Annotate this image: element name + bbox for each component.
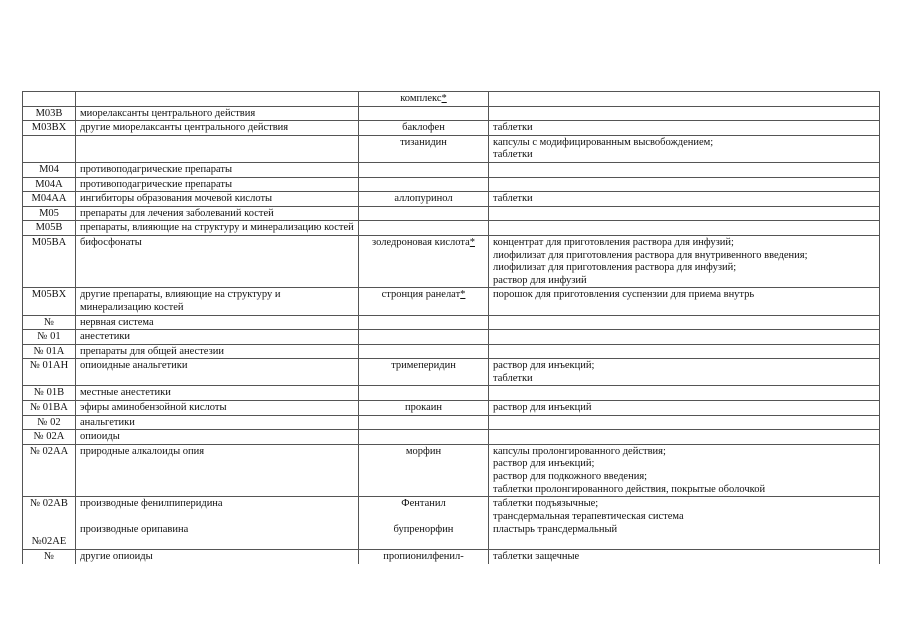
table-row xyxy=(23,121,880,136)
table-row xyxy=(23,235,880,287)
group-name-cell xyxy=(76,135,359,162)
dosage-form-cell xyxy=(489,221,880,236)
drug-name-cell: баклофен xyxy=(359,121,489,136)
dosage-form-cell xyxy=(489,415,880,430)
dosage-form-cell xyxy=(489,386,880,401)
group-name-cell: местные анестетики xyxy=(76,386,359,401)
dosage-form-cell: порошок для приготовления суспензии для приема внутрь xyxy=(489,288,880,315)
drug-name-cell: тримеперидин xyxy=(359,359,489,386)
dosage-form-cell xyxy=(489,344,880,359)
group-name-cell: ингибиторы образования мочевой кислоты xyxy=(76,192,359,207)
table-row xyxy=(23,288,880,315)
atc-code-cell: № 01A xyxy=(23,344,76,359)
drug-name-cell: аллопуринол xyxy=(359,192,489,207)
drug-name-cell: стронция ранелат* xyxy=(359,288,489,315)
dosage-form-cell xyxy=(489,330,880,345)
atc-code-cell: M03B xyxy=(23,106,76,121)
atc-code-cell: M05BX xyxy=(23,288,76,315)
table-row xyxy=(23,177,880,192)
drug-name-cell xyxy=(359,221,489,236)
drug-name-cell xyxy=(359,315,489,330)
dosage-form-cell xyxy=(489,162,880,177)
drug-name-cell xyxy=(359,415,489,430)
atc-code-cell xyxy=(23,135,76,162)
drug-name-cell xyxy=(359,430,489,445)
atc-code-cell: № xyxy=(23,550,76,564)
drug-name-cell xyxy=(359,330,489,345)
dosage-form-cell: таблетки защечные xyxy=(489,550,880,564)
footnote-asterisk[interactable]: * xyxy=(441,93,447,104)
table-row xyxy=(23,550,880,564)
drug-name-cell xyxy=(359,344,489,359)
atc-code-cell: № xyxy=(23,315,76,330)
drug-name-cell: бупренорфин xyxy=(359,523,489,549)
footnote-asterisk[interactable]: * xyxy=(460,289,466,301)
atc-code-cell xyxy=(23,92,76,107)
drug-name-cell: золедроновая кислота* xyxy=(359,235,489,287)
group-name-cell: препараты для лечения заболеваний костей xyxy=(76,206,359,221)
table-row xyxy=(23,497,880,524)
drug-name-cell xyxy=(359,386,489,401)
dosage-form-cell: раствор для инъекций xyxy=(489,401,880,416)
dosage-form-cell: таблетки подъязычные; трансдермальная терапевтическая система xyxy=(489,497,880,524)
group-name-cell: другие препараты, влияющие на структуру и минерализацию костей xyxy=(76,288,359,315)
atc-code-cell: № 01B xyxy=(23,386,76,401)
dosage-form-cell xyxy=(489,106,880,121)
table-row xyxy=(23,192,880,207)
atc-code-cell: M03BX xyxy=(23,121,76,136)
dosage-form-cell xyxy=(489,177,880,192)
dosage-form-cell: капсулы пролонгированного действия; раствор для инъекций; раствор для подкожного введения; таблетки пролонгированного действия, покрытые оболочкой xyxy=(489,444,880,496)
atc-code-cell: M05 xyxy=(23,206,76,221)
group-name-cell: опиоиды xyxy=(76,430,359,445)
group-name-cell: противоподагрические препараты xyxy=(76,162,359,177)
atc-code-cell: № 02AB xyxy=(23,497,76,524)
drug-name-cell: комплекс* xyxy=(359,92,489,107)
group-name-cell xyxy=(76,92,359,107)
drug-table xyxy=(22,91,880,564)
drug-name-cell xyxy=(359,162,489,177)
atc-code-cell: M04 xyxy=(23,162,76,177)
dosage-form-cell: пластырь трансдермальный xyxy=(489,523,880,549)
atc-code-cell: № 01 xyxy=(23,330,76,345)
dosage-form-cell: концентрат для приготовления раствора для инфузий; лиофилизат для приготовления раствора для внутривенного введения; лиофилизат для приготовления раствора для инфузий; раствор для инфузий xyxy=(489,235,880,287)
table-row xyxy=(23,221,880,236)
table-row xyxy=(23,430,880,445)
group-name-cell: нервная система xyxy=(76,315,359,330)
table-row xyxy=(23,92,880,107)
drug-name-cell xyxy=(359,106,489,121)
group-name-cell: производные фенилпиперидина xyxy=(76,497,359,524)
footnote-asterisk[interactable]: * xyxy=(469,236,475,248)
table-row xyxy=(23,106,880,121)
group-name-cell: эфиры аминобензойной кислоты xyxy=(76,401,359,416)
group-name-cell: миорелаксанты центрального действия xyxy=(76,106,359,121)
group-name-cell: препараты для общей анестезии xyxy=(76,344,359,359)
dosage-form-cell: капсулы с модифицированным высвобождением; таблетки xyxy=(489,135,880,162)
drug-name-cell xyxy=(359,206,489,221)
dosage-form-cell xyxy=(489,206,880,221)
drug-name-cell: тизанидин xyxy=(359,135,489,162)
table-row xyxy=(23,359,880,386)
atc-code-cell: №02AE xyxy=(23,523,76,549)
dosage-form-cell xyxy=(489,430,880,445)
drug-name-cell: прокаин xyxy=(359,401,489,416)
drug-name-cell: морфин xyxy=(359,444,489,496)
atc-code-cell: M05B xyxy=(23,221,76,236)
dosage-form-cell: таблетки xyxy=(489,121,880,136)
atc-code-cell: M04AA xyxy=(23,192,76,207)
atc-code-cell: № 02A xyxy=(23,430,76,445)
table-row xyxy=(23,206,880,221)
table-row xyxy=(23,135,880,162)
drug-name-cell: пропионилфенил- xyxy=(359,550,489,564)
dosage-form-cell: таблетки xyxy=(489,192,880,207)
group-name-cell: опиоидные анальгетики xyxy=(76,359,359,386)
group-name-cell: противоподагрические препараты xyxy=(76,177,359,192)
atc-code-cell: № 02AA xyxy=(23,444,76,496)
dosage-form-cell xyxy=(489,92,880,107)
atc-code-cell: № 01BA xyxy=(23,401,76,416)
table-row xyxy=(23,315,880,330)
dosage-form-cell: раствор для инъекций; таблетки xyxy=(489,359,880,386)
table-row xyxy=(23,386,880,401)
table-row xyxy=(23,415,880,430)
group-name-cell: анестетики xyxy=(76,330,359,345)
table-row xyxy=(23,523,880,549)
drug-list-page xyxy=(22,91,879,564)
atc-code-cell: № 02 xyxy=(23,415,76,430)
group-name-cell: другие миорелаксанты центрального действия xyxy=(76,121,359,136)
table-row xyxy=(23,401,880,416)
group-name-cell: препараты, влияющие на структуру и минерализацию костей xyxy=(76,221,359,236)
group-name-cell: бифосфонаты xyxy=(76,235,359,287)
table-row xyxy=(23,330,880,345)
group-name-cell: производные орипавина xyxy=(76,523,359,549)
table-row xyxy=(23,162,880,177)
atc-code-cell: M04A xyxy=(23,177,76,192)
group-name-cell: природные алкалоиды опия xyxy=(76,444,359,496)
group-name-cell: другие опиоиды xyxy=(76,550,359,564)
atc-code-cell: M05BA xyxy=(23,235,76,287)
dosage-form-cell xyxy=(489,315,880,330)
table-row xyxy=(23,444,880,496)
drug-name-cell xyxy=(359,177,489,192)
drug-name-cell: Фентанил xyxy=(359,497,489,524)
table-row xyxy=(23,344,880,359)
atc-code-cell: № 01AH xyxy=(23,359,76,386)
group-name-cell: анальгетики xyxy=(76,415,359,430)
